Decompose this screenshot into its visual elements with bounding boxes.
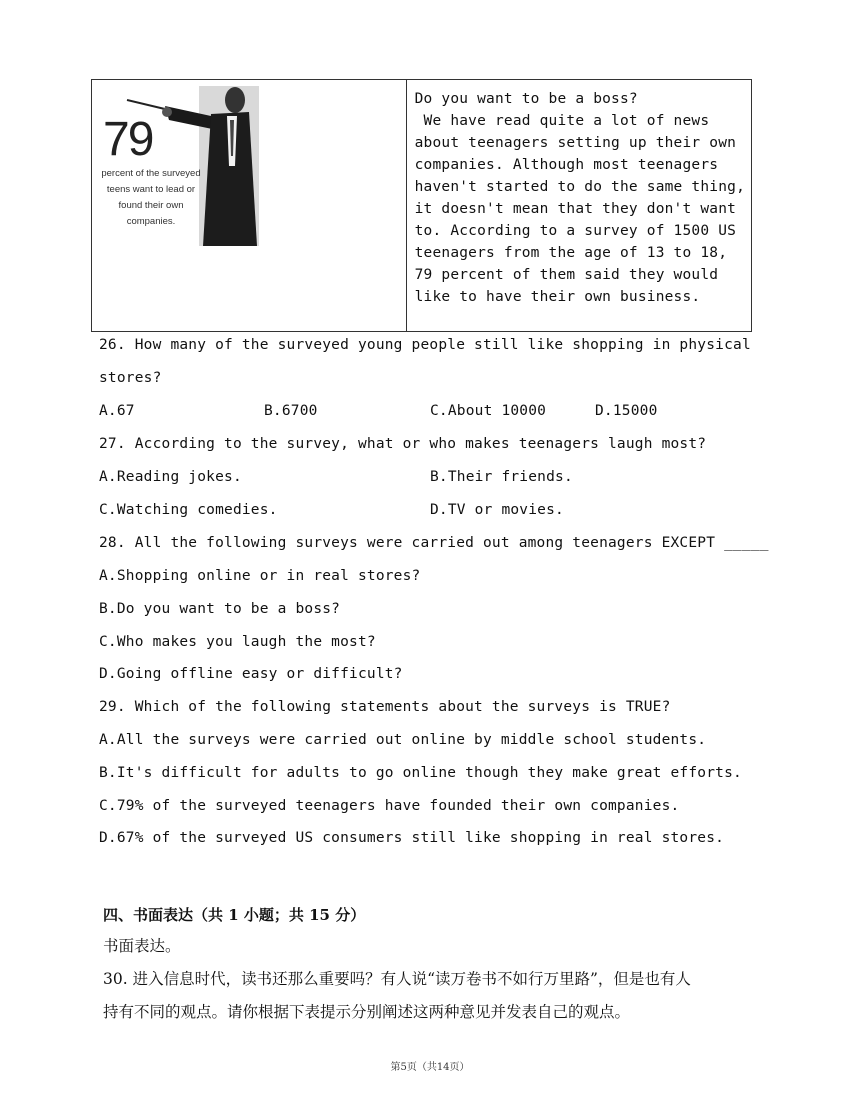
passage-table	[91, 79, 752, 332]
q30-line-1: 30. 进入信息时代，读书还那么重要吗？有人说“读万卷书不如行万里路”，但是也有人	[103, 970, 691, 988]
passage-cell	[407, 80, 751, 331]
q28-stem: 28. All the following surveys were carried out among teenagers EXCEPT _____	[99, 535, 769, 551]
passage-line: 79 percent of them said they would	[414, 267, 719, 283]
passage-line: companies. Although most teenagers	[414, 157, 719, 173]
q30-line-2: 持有不同的观点。请你根据下表提示分别阐述这两种意见并发表自己的观点。	[103, 1003, 631, 1021]
q28-option-c: C.Who makes you laugh the most?	[99, 634, 376, 650]
page-footer: 第5页（共14页）	[390, 1062, 470, 1073]
passage-line: teenagers from the age of 13 to 18,	[414, 245, 728, 261]
q28-option-a: A.Shopping online or in real stores?	[99, 568, 421, 584]
q26-option-a: A.67	[99, 403, 135, 419]
passage-line: about teenagers setting up their own	[414, 135, 737, 151]
q29-option-c: C.79% of the surveyed teenagers have founded their own companies.	[99, 798, 680, 814]
passage-line: it doesn't mean that they don't want	[414, 201, 737, 217]
section-heading: 四、书面表达（共 1 小题；共 15 分）	[103, 906, 366, 924]
q26-stem: 26. How many of the surveyed young people still like shopping in physical	[99, 337, 751, 353]
q27-option-a: A.Reading jokes.	[99, 469, 242, 485]
q29-option-d: D.67% of the surveyed US consumers still like shopping in real stores.	[99, 830, 725, 846]
section-intro: 书面表达。	[103, 937, 181, 955]
q28-option-d: D.Going offline easy or difficult?	[99, 666, 403, 682]
q26-stem-cont: stores?	[99, 370, 162, 386]
q29-option-a: A.All the surveys were carried out online by middle school students.	[99, 732, 707, 748]
passage-line: Do you want to be a boss?	[414, 91, 638, 107]
q26-option-d: D.15000	[595, 403, 658, 419]
q27-option-d: D.TV or movies.	[430, 502, 564, 518]
q27-option-b: B.Their friends.	[430, 469, 573, 485]
q29-stem: 29. Which of the following statements about the surveys is TRUE?	[99, 699, 671, 715]
q29-option-b: B.It's difficult for adults to go online though they make great efforts.	[99, 765, 742, 781]
q27-stem: 27. According to the survey, what or who makes teenagers laugh most?	[99, 436, 707, 452]
passage-line: like to have their own business.	[414, 289, 701, 305]
q28-option-b: B.Do you want to be a boss?	[99, 601, 341, 617]
figure-number: 79	[103, 113, 153, 166]
boss-figure	[99, 86, 259, 246]
figure-caption: percent of the surveyed teens want to lead or found their own companies.	[101, 168, 201, 227]
q26-option-b: B.6700	[264, 403, 318, 419]
passage-line: to. According to a survey of 1500 US	[414, 223, 737, 239]
passage-line: We have read quite a lot of news	[414, 113, 710, 129]
figure-cell	[92, 80, 407, 331]
passage-line: haven't started to do the same thing,	[414, 179, 745, 195]
q26-option-c: C.About 10000	[430, 403, 547, 419]
q27-option-c: C.Watching comedies.	[99, 502, 278, 518]
